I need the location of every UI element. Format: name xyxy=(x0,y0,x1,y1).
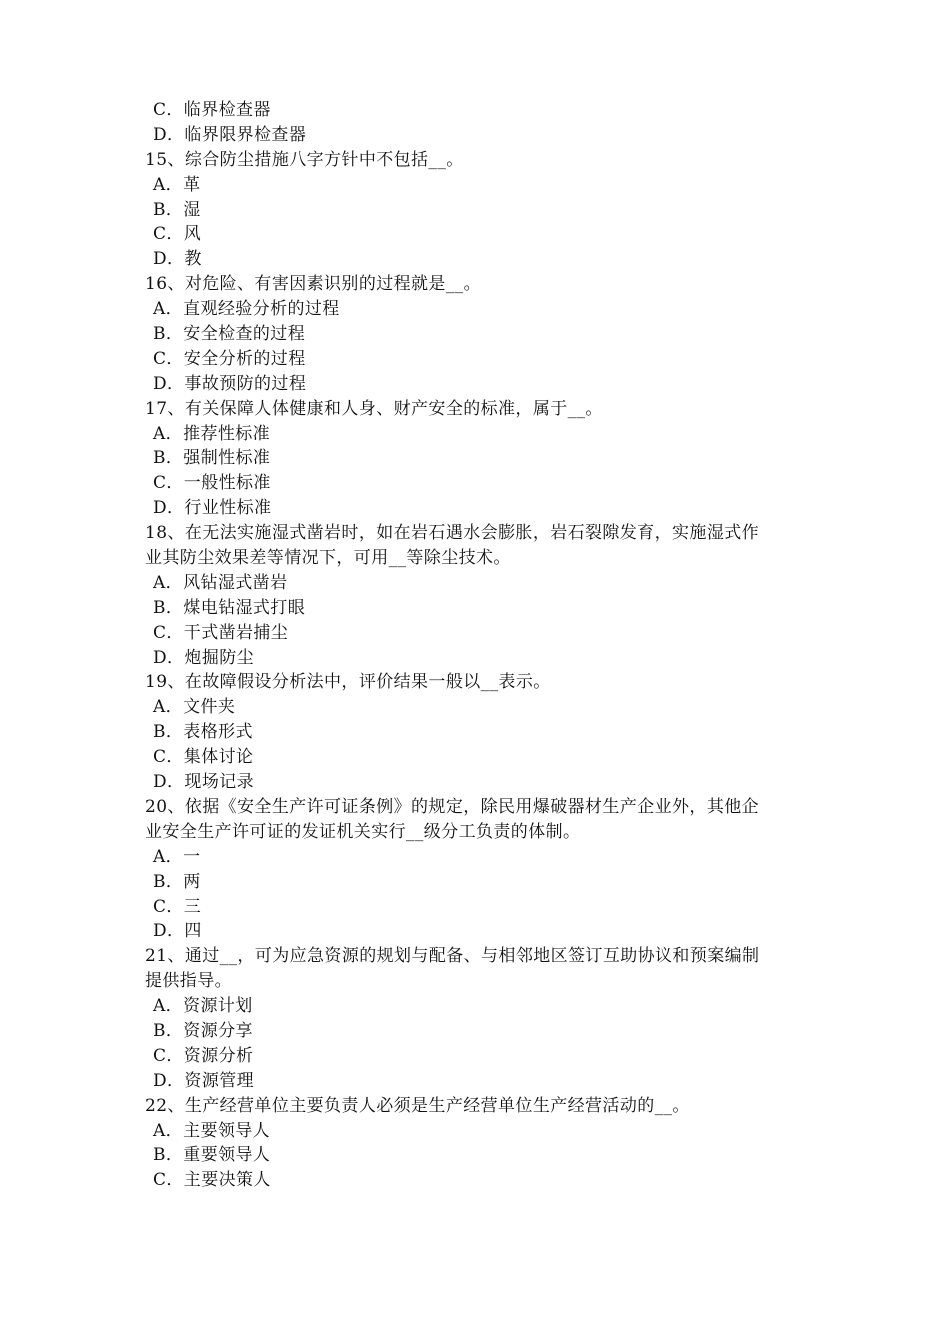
option-19-d: D．现场记录 xyxy=(153,772,255,793)
question-20-line-1: 20、依据《安全生产许可证条例》的规定，除民用爆破器材生产企业外，其他企 xyxy=(145,796,760,817)
option-15-c: C．风 xyxy=(153,224,202,245)
option-14-c: C．临界检查器 xyxy=(153,100,271,120)
option-18-c: C．干式凿岩捕尘 xyxy=(153,622,289,643)
question-17: 17、有关保障人体健康和人身、财产安全的标准，属于__。 xyxy=(145,398,603,419)
option-19-b: B．表格形式 xyxy=(153,722,253,743)
option-17-a: A．推荐性标准 xyxy=(153,423,271,444)
option-17-d: D．行业性标准 xyxy=(153,498,272,519)
option-18-b: B．煤电钻湿式打眼 xyxy=(153,597,306,618)
option-20-c: C．三 xyxy=(153,896,202,917)
option-22-a: A．主要领导人 xyxy=(153,1120,271,1141)
option-18-d: D．炮掘防尘 xyxy=(153,647,255,668)
question-21-line-1: 21、通过__，可为应急资源的规划与配备、与相邻地区签订互助协议和预案编制 xyxy=(145,946,760,967)
option-15-a: A．革 xyxy=(153,174,201,195)
question-21-line-2: 提供指导。 xyxy=(145,971,232,992)
option-21-d: D．资源管理 xyxy=(153,1070,255,1091)
option-20-a: A．一 xyxy=(153,846,201,867)
question-19: 19、在故障假设分析法中，评价结果一般以__表示。 xyxy=(145,672,551,693)
option-20-d: D．四 xyxy=(153,921,202,942)
option-21-c: C．资源分析 xyxy=(153,1045,254,1066)
option-16-b: B．安全检查的过程 xyxy=(153,324,306,345)
option-20-b: B．两 xyxy=(153,871,201,892)
option-17-c: C．一般性标准 xyxy=(153,473,271,494)
option-16-c: C．安全分析的过程 xyxy=(153,348,306,369)
option-17-b: B．强制性标准 xyxy=(153,448,271,469)
option-21-a: A．资源计划 xyxy=(153,996,253,1017)
question-22: 22、生产经营单位主要负责人必须是生产经营单位生产经营活动的__。 xyxy=(145,1095,690,1116)
question-20-line-2: 业安全生产许可证的发证机关实行__级分工负责的体制。 xyxy=(145,821,581,842)
option-18-a: A．风钻湿式凿岩 xyxy=(153,572,288,593)
question-18-line-2: 业其防尘效果差等情况下，可用__等除尘技术。 xyxy=(145,548,511,569)
option-21-b: B．资源分享 xyxy=(153,1020,253,1041)
document-body xyxy=(145,98,820,1193)
question-15: 15、综合防尘措施八字方针中不包括__。 xyxy=(145,149,464,170)
question-16: 16、对危险、有害因素识别的过程就是__。 xyxy=(145,274,482,295)
option-16-d: D．事故预防的过程 xyxy=(153,373,307,394)
option-19-c: C．集体讨论 xyxy=(153,747,254,768)
option-15-d: D．教 xyxy=(153,249,202,270)
question-18-line-1: 18、在无法实施湿式凿岩时，如在岩石遇水会膨胀，岩石裂隙发育，实施湿式作 xyxy=(145,523,760,544)
option-19-a: A．文件夹 xyxy=(153,697,236,718)
option-16-a: A．直观经验分析的过程 xyxy=(153,299,340,320)
option-22-c: C．主要决策人 xyxy=(153,1170,271,1191)
option-14-d: D．临界限界检查器 xyxy=(153,124,307,145)
option-22-b: B．重要领导人 xyxy=(153,1145,271,1166)
option-15-b: B．湿 xyxy=(153,199,201,220)
